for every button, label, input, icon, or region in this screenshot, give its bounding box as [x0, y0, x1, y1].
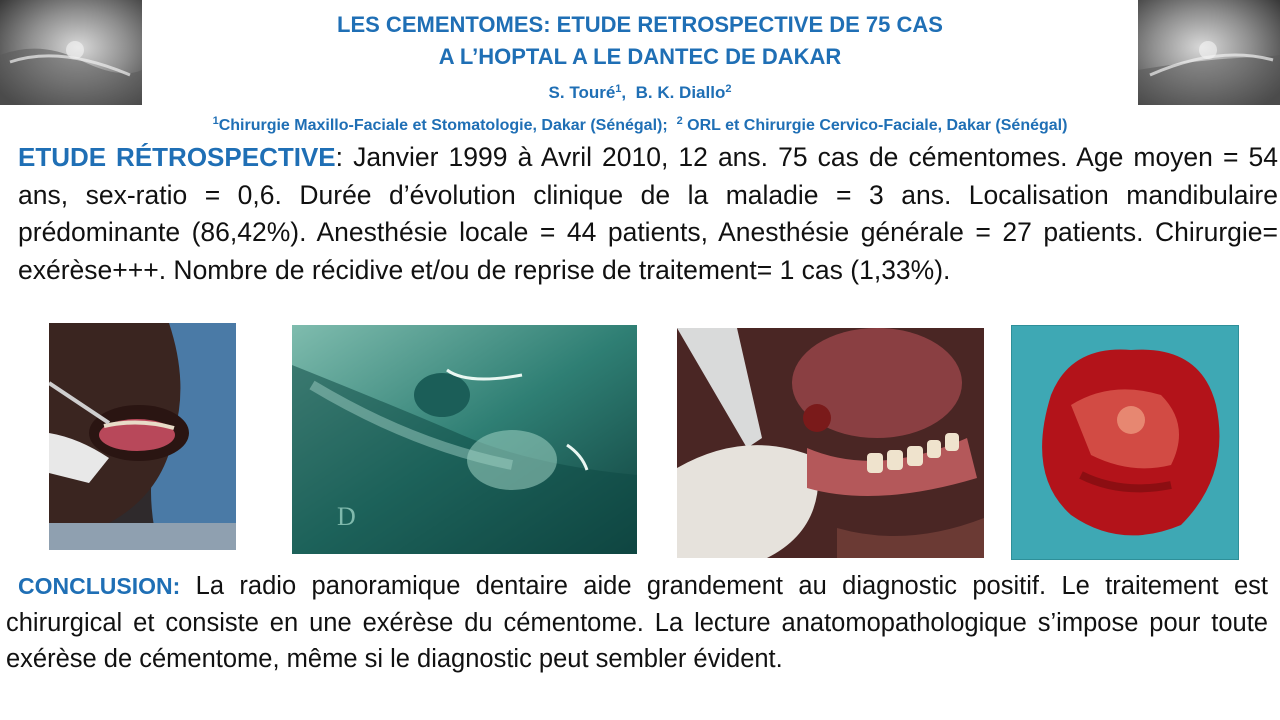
- author-separator: ,: [621, 83, 627, 102]
- photo-surgery: [677, 328, 984, 558]
- author-2-name: B. K. Diallo: [635, 83, 726, 102]
- authors: [150, 78, 1130, 104]
- corner-radiograph-left: [0, 0, 142, 105]
- photo-radiograph: [292, 325, 637, 554]
- affiliation-1-number: 1: [212, 115, 219, 127]
- corner-radiograph-right: [1138, 0, 1280, 105]
- affiliation-2-text: ORL et Chirurgie Cervico-Faciale, Dakar (Sénégal): [687, 117, 1068, 134]
- author-2-affiliation-number: 2: [725, 83, 732, 95]
- study-heading: ETUDE RÉTROSPECTIVE: [18, 142, 336, 172]
- study-paragraph: [18, 139, 1278, 289]
- photo-patient-mouth: [49, 323, 236, 550]
- author-1-name: S. Touré: [548, 83, 616, 102]
- radiograph-side-letter: D: [337, 502, 356, 531]
- poster-title-line-2: A L’HOPTAL A LE DANTEC DE DAKAR: [438, 44, 842, 69]
- affiliations: [60, 110, 1220, 137]
- affiliation-2-number: 2: [676, 115, 683, 127]
- affiliation-1-text: Chirurgie Maxillo-Faciale et Stomatologie, Dakar (Sénégal);: [218, 117, 668, 134]
- conclusion-paragraph: [6, 568, 1268, 678]
- conclusion-heading: CONCLUSION:: [18, 573, 181, 599]
- author-1-affiliation-number: 1: [615, 83, 622, 95]
- study-text: : Janvier 1999 à Avril 2010, 12 ans. 75 cas de cémentomes. Age moyen = 54 ans, sex-ratio = 0,6. Durée d’évolution clinique de la maladie = 3 ans. Localisation mandibulaire prédominante (86,42%). Anesthésie locale = 44 patients, Anesthésie générale = 27 patients. Chirurgie= exérèse+++. Nombre de récidive et/ou de reprise de traitement= 1 cas (1,33%).: [18, 142, 1278, 285]
- photo-specimen: [1011, 325, 1239, 560]
- conclusion-text: La radio panoramique dentaire aide grandement au diagnostic positif. Le traitement est chirurgical et consiste en une exérèse du cémentome. La lecture anatomopathologique s’impose pour toute exérèse de cémentome, même si le diagnostic peut sembler évident.: [6, 572, 1268, 673]
- poster-title-line-1: LES CEMENTOMES: ETUDE RETROSPECTIVE DE 75 CAS: [337, 12, 943, 37]
